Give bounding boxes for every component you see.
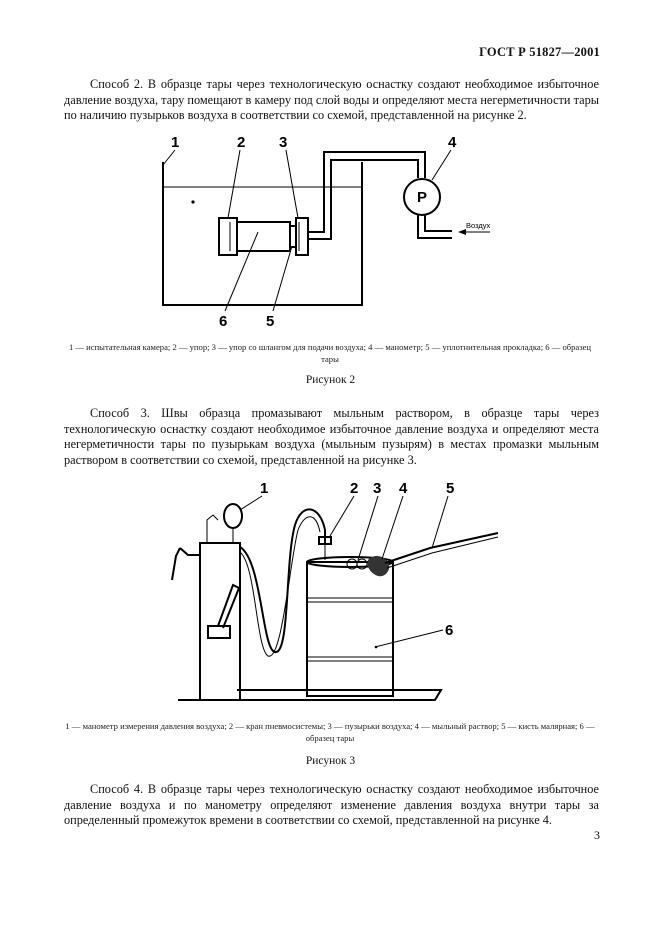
pressure-gauge bbox=[224, 504, 242, 528]
figure-2-title: Рисунок 2 bbox=[305, 374, 356, 386]
fig2-label-1: 1 bbox=[171, 134, 180, 151]
fig2-label-6: 6 bbox=[219, 313, 228, 330]
method-3-paragraph: Способ 3. Швы образца промазывают мыльным раствором, в образце тары через технологическую оснастку создают необходимое избыточное давление воздуха и определяют места негерметичности тары по пузырькам воздуха (мыльным пузырям) в местах промазки мыльным раствором в соответствии со схемой, представленной на рисунке 3. bbox=[64, 406, 599, 467]
fig3-label-6: 6 bbox=[445, 622, 454, 639]
pump-pedal bbox=[208, 626, 230, 638]
air-label: Воздух bbox=[466, 221, 491, 230]
fig2-label-2: 2 bbox=[237, 134, 246, 151]
fig3-label-3: 3 bbox=[373, 480, 382, 497]
figure-2-caption: 1 — испытательная камера; 2 — упор; 3 — упор со шлангом для подачи воздуха; 4 — манометр; 5 — уплотнительная прокладка; 6 — образец тары bbox=[68, 342, 592, 364]
method-2-paragraph: Способ 2. В образце тары через технологическую оснастку создают необходимое избыточное давление воздуха, тару помещают в камеру под слой воды и определяют места негерметичности тары по наличию пузырьков воздуха в соответствии со схемой, представленной на рисунке 2. bbox=[64, 77, 599, 123]
document-header: ГОСТ Р 51827—2001 bbox=[479, 45, 600, 59]
page-number: 3 bbox=[594, 828, 600, 842]
paint-brush bbox=[385, 533, 498, 563]
fig3-label-2: 2 bbox=[350, 480, 359, 497]
figure-3-title: Рисунок 3 bbox=[305, 755, 356, 767]
fig3-label-4: 4 bbox=[399, 480, 408, 497]
fig3-label-5: 5 bbox=[446, 480, 455, 497]
fig3-label-1: 1 bbox=[260, 480, 269, 497]
sample-barrel bbox=[307, 562, 393, 696]
fig2-label-5: 5 bbox=[266, 313, 275, 330]
figure-3-caption: 1 — манометр измерения давления воздуха; 2 — кран пневмосистемы; 3 — пузырьки воздуха; 4 — мыльный раствор; 5 — кисть малярная; 6 — образец тары bbox=[65, 721, 595, 743]
gauge-letter: P bbox=[416, 189, 428, 206]
method-4-paragraph: Способ 4. В образце тары через технологическую оснастку создают необходимое избыточное давление воздуха и по манометру определяют изменение давления воздуха внутри тары за определенный промежуток времени в соответствии со схемой, представленной на рисунке 4. bbox=[64, 782, 599, 828]
fig2-label-4: 4 bbox=[448, 134, 457, 151]
fig2-label-3: 3 bbox=[279, 134, 288, 151]
